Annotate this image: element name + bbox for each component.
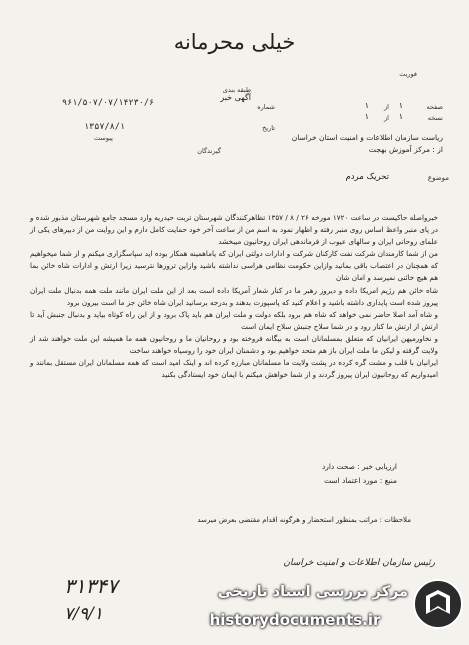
urgency-label: فوریت <box>399 70 417 78</box>
copy-value: ۱ <box>398 112 403 121</box>
date-label: تاریخ <box>262 124 275 132</box>
recipient-line: ریاست سازمان اطلاعات و امنیت استان خراسان <box>291 133 443 142</box>
watermark-title: مرکز بررسی اسناد تاریخی <box>217 584 408 600</box>
body-paragraph: ایرانیان با قلب و مشت گره کرده در پشت ولایت ما مسلمانان مبارزه کرده اند و اینک امید است که همه مسلمانان ایران مستقل بمانند و امیدواریم که روحانیون ایران پیروز گردند و از شما خواهش میکنم با ایمان خود ایستادگی بکنید <box>30 358 438 380</box>
body-paragraph: و نخاورمیهن ایرانیان که متعلق بمسلمانان است به بیگانه فروخته بود و روحانیان ما و روحانیون همه ما همیشه این ملت خواهند شد از ولایت گرفته و لیکن ما ملت ایران باز هم متحد خواهیم بود و دشمنان ایران خود را روسیاه خواهند ساخت <box>30 333 438 356</box>
signature-line: رئیس سازمان اطلاعات و امنیت خراسان <box>283 558 435 568</box>
page-label: صفحه <box>426 103 443 111</box>
attachment-label: پیوست <box>94 134 113 142</box>
body-paragraph: و شاه آمد اصلا حاضر نمی خواهد که شاه هم برود بلکه دولت و ملت ایران هم باید پاک برود و از این راه کوتاه بیاید و بدنبال جنبش آید تا ارتش از ارتش ما کنار رود و در شما سلاح جنبش سلاح ایمان است <box>30 309 438 331</box>
source-line: منبع : مورد اعتماد است <box>324 476 397 485</box>
body-paragraph: خبرواصله حاکیست در ساعت ۱۷۲۰ مورخه ۲۶ / ۸ / ۱۳۵۷ تظاهرکنندگان شهرستان تربت حیدریه وارد مسجد جامع شهرستان مذبور شده و در پای منبر واعظ اساس روی منبر رفته و اظهار نمود به اسم من از ساعت آخر خود حمایت کامل دارم و این روایت من از دبیرهای یکی از علمای روحانی ایران و سالهای عیوب از فرماندهی ایران روحانیون میبخشد <box>30 213 438 247</box>
classification-label: طبقه بندی <box>222 86 251 94</box>
classification-value: آگهی خبر <box>220 93 251 102</box>
assessment-line: ارزیابی خبر : صحت دارد <box>322 462 397 471</box>
date-value: ۱۳۵۷/۸/۱ <box>84 122 125 132</box>
document-title: خیلی محرمانه <box>173 30 296 54</box>
watermark-url: historydocuments.ir <box>209 611 381 629</box>
copy-of-label: از <box>384 114 389 122</box>
body-paragraph: شاه خائن هم رژیم امریکا داده و دیروز رهبر ما در کنار شعار آمریکا داده است بعد از این ملت ایران مانند ملت همه بدنبال ملت ایران پیروز شده است پایداری داشته باشید و اعلام کنید که پاسپورت بدهند و بدرجه برسانید ایران شاه خائن جز ما است بیرون برود <box>30 285 438 307</box>
document-body <box>30 212 438 381</box>
handwritten-archive-number: ۳۱۳۴۷ <box>64 574 118 598</box>
page-from-label: از <box>384 103 389 111</box>
subject-value: تحریک مردم <box>345 172 389 182</box>
subject-label: موضوع <box>427 174 449 182</box>
body-paragraph: من از شما کارمندان شرکت نفت کارکنان شرکت و ادارات دولتی ایران که یاماهمینه همکار بوده اید سپاسگزاری میکنم و از شما میخواهیم که همچنان در اعتصاب باقی بمانید وازاین حکومت نظامی هراسی نداشته باشید وازاین ترورها نترسید زیرا ارتش و ادارات شاه خائن بما هم هیچ خائنی نمیرسد و امان شان <box>30 249 438 283</box>
copy-label: نسخه <box>427 114 443 122</box>
reference-number: ۹۶۱/۵۰۷/۰۷/۱۴۲۳۰/۶ <box>62 98 155 108</box>
remarks-line: ملاحظات : مراتب بمنظور استحضار و هرگونه اقدام مقتضی بعرض میرسد <box>197 516 411 524</box>
copy-total: ۱ <box>364 112 369 121</box>
handwritten-archive-date: ۷/۹/۱ <box>64 604 103 624</box>
page-value: ۱ <box>398 101 403 110</box>
recipients-label: گیرندگان <box>197 147 221 155</box>
page-total: ۱ <box>364 101 369 110</box>
sender-line: از : مرکز آموزش بهجت <box>368 145 443 154</box>
archive-logo-icon <box>412 578 464 630</box>
number-label: شماره <box>257 103 275 111</box>
